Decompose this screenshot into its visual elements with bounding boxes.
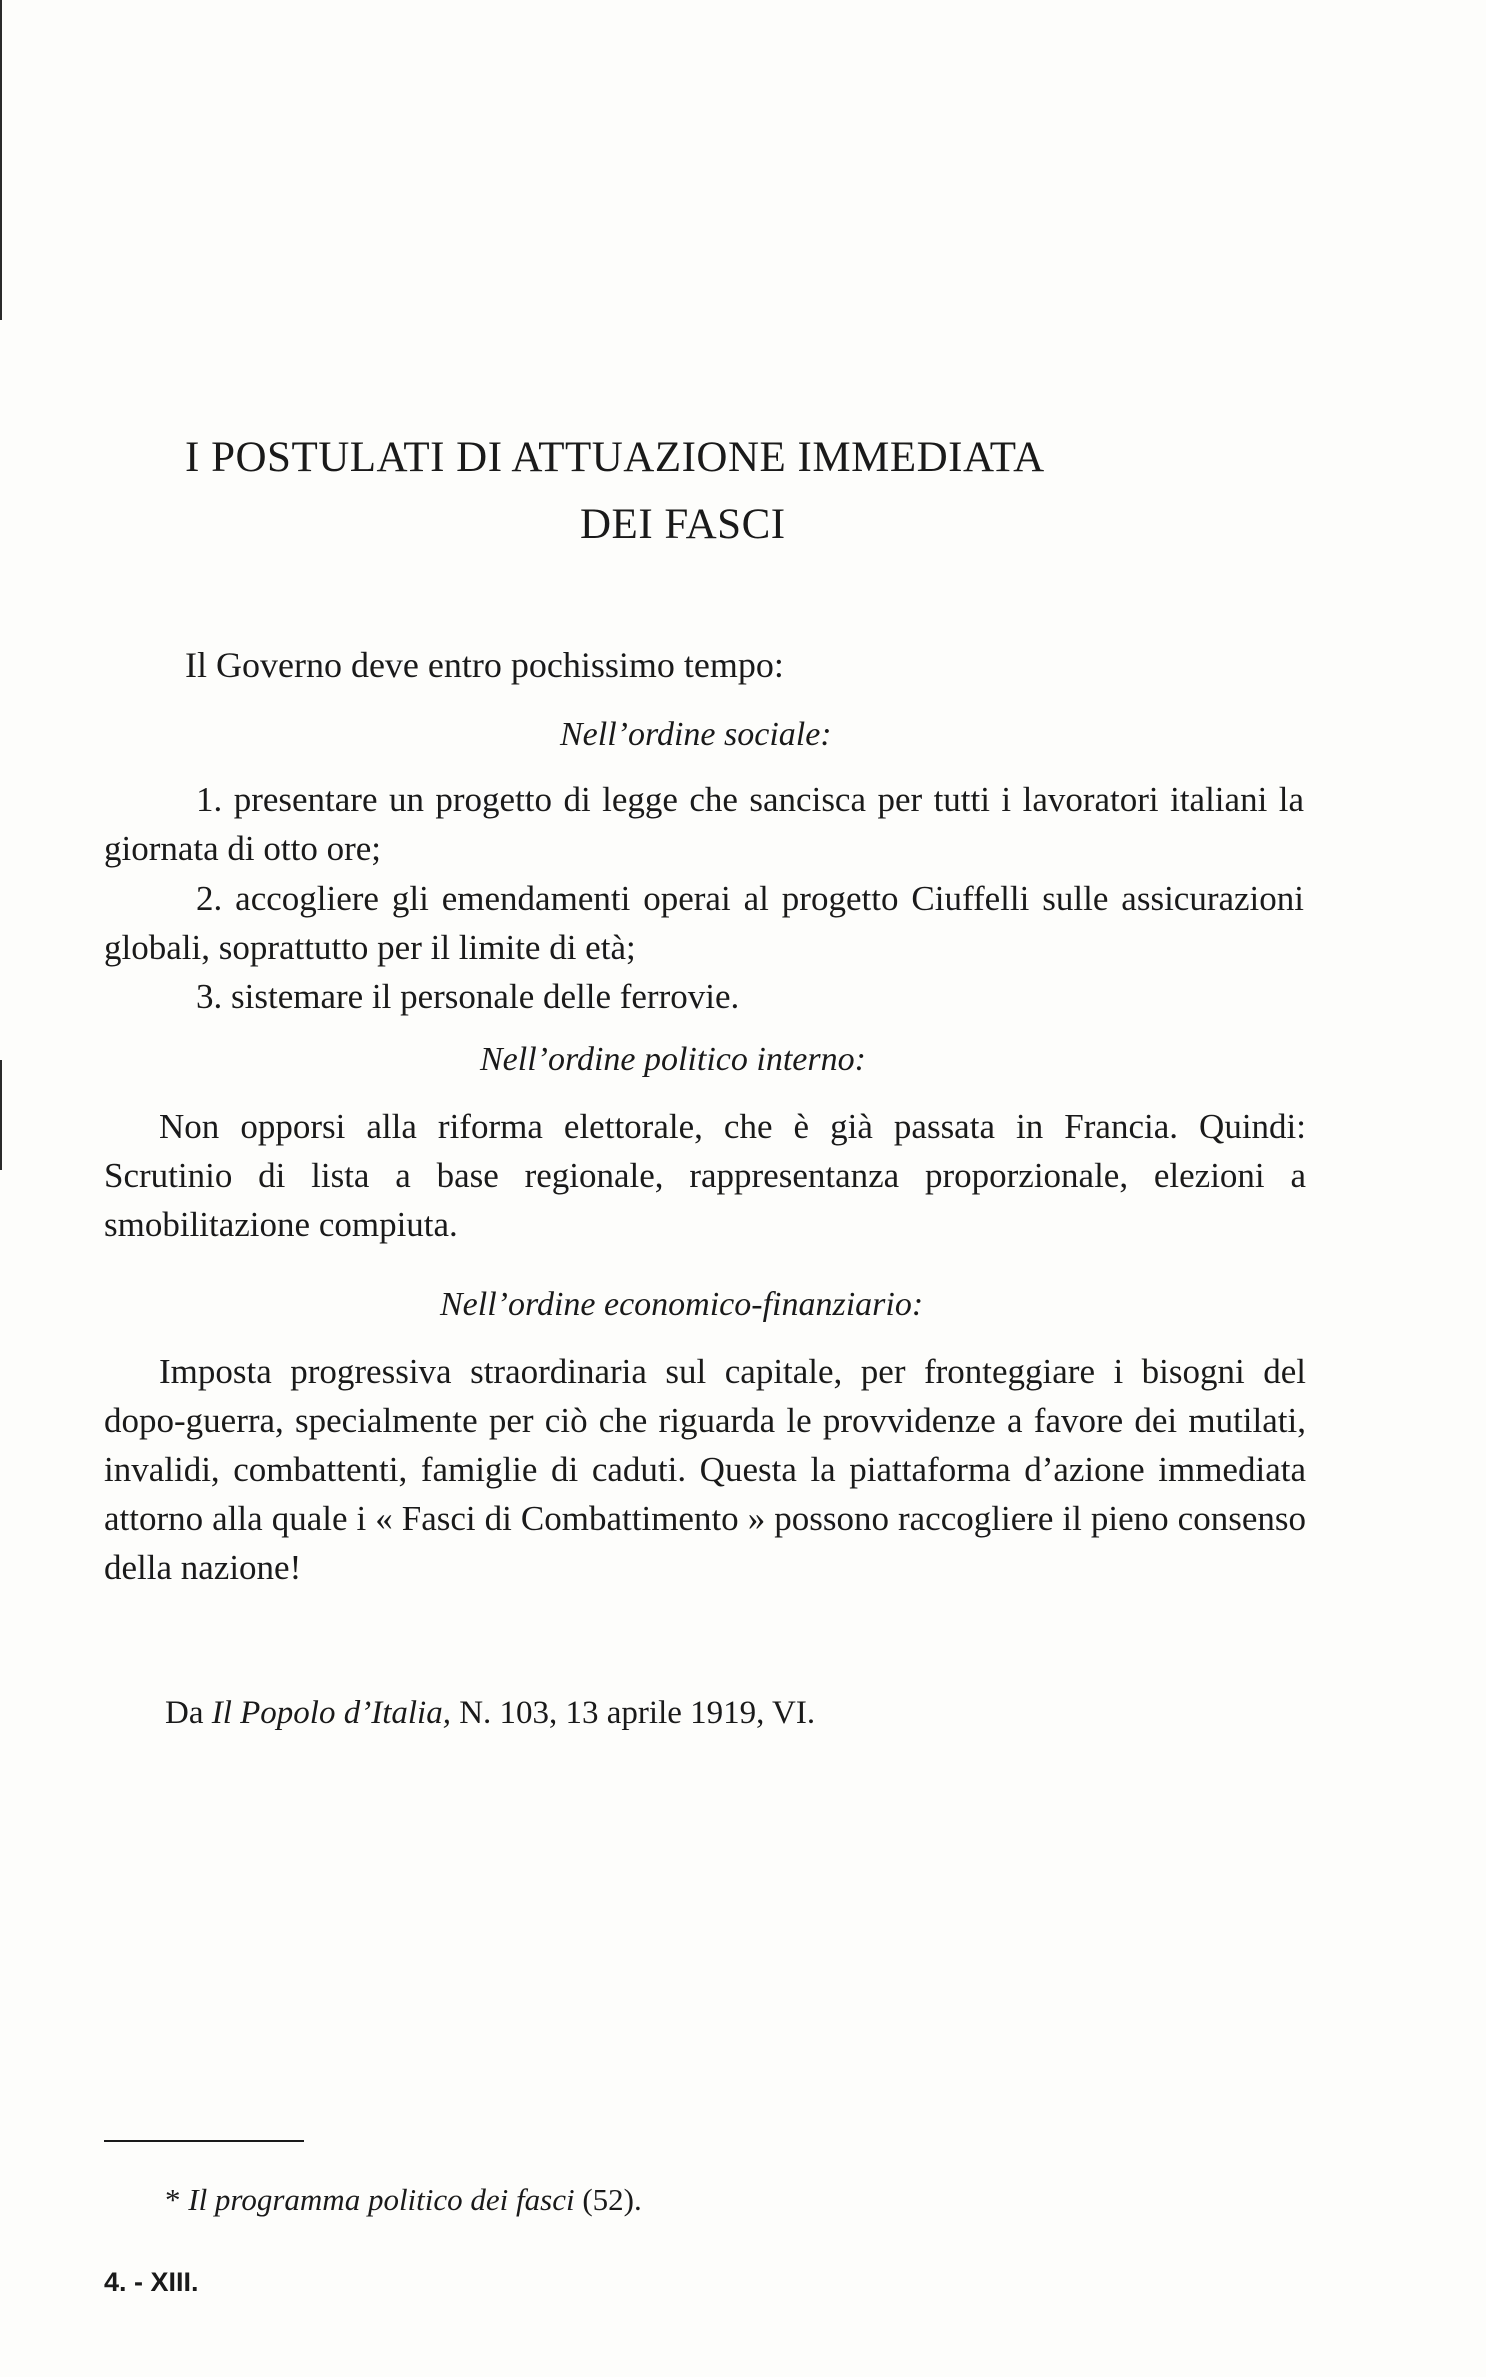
- source-details: N. 103, 13 aprile 1919, VI.: [459, 1695, 816, 1731]
- list-item-2: 2. accogliere gli emendamenti operai al progetto Ciuffelli sulle assicurazioni globali, soprattutto per il limite di età;: [104, 879, 1304, 967]
- heading-politico: Nell’ordine politico interno:: [480, 1041, 866, 1078]
- source-citation: [165, 1690, 815, 1736]
- paragraph-politico: Non opporsi alla riforma elettorale, che è già passata in Francia. Quindi: Scrutinio di lista a base regionale, rappresentanza proporzionale, elezioni a smobilitazione compiuta.: [104, 1107, 1306, 1244]
- page-edge-rule-lower: [0, 1060, 2, 1170]
- heading-sociale: Nell’ordine sociale:: [560, 716, 832, 753]
- footnote: [165, 2178, 642, 2222]
- footnote-text: Il programma politico dei fasci: [188, 2182, 575, 2217]
- footnote-marker: *: [165, 2182, 181, 2217]
- list-item-3: 3. sistemare il personale delle ferrovie.: [196, 977, 740, 1016]
- signature-mark: 4. - XIII.: [104, 2267, 199, 2297]
- paragraph-economico: Imposta progressiva straordinaria sul capitale, per fronteggiare i bisogni del dopo-guerra, specialmente per ciò che riguarda le provvidenze a favore dei mutilati, invalidi, combattenti, famiglie di caduti. Questa la piattaforma d’azione immediata attorno alla quale i « Fasci di Combattimento » possono raccogliere il pieno consenso della nazione!: [104, 1352, 1306, 1587]
- page-title-line1: I POSTULATI DI ATTUAZIONE IMMEDIATA: [185, 434, 1045, 481]
- page-title-line2: DEI FASCI: [580, 501, 786, 548]
- intro-line: Il Governo deve entro pochissimo tempo:: [185, 645, 784, 685]
- list-item-1: 1. presentare un progetto di legge che sancisca per tutti i lavoratori italiani la giornata di otto ore;: [104, 780, 1304, 868]
- page-edge-rule: [0, 0, 2, 320]
- footnote-ref: (52).: [582, 2182, 642, 2217]
- heading-economico: Nell’ordine economico-finanziario:: [440, 1286, 924, 1323]
- source-publication: Il Popolo d’Italia,: [211, 1695, 451, 1731]
- source-prefix: Da: [165, 1695, 204, 1731]
- footnote-divider: [104, 2140, 304, 2142]
